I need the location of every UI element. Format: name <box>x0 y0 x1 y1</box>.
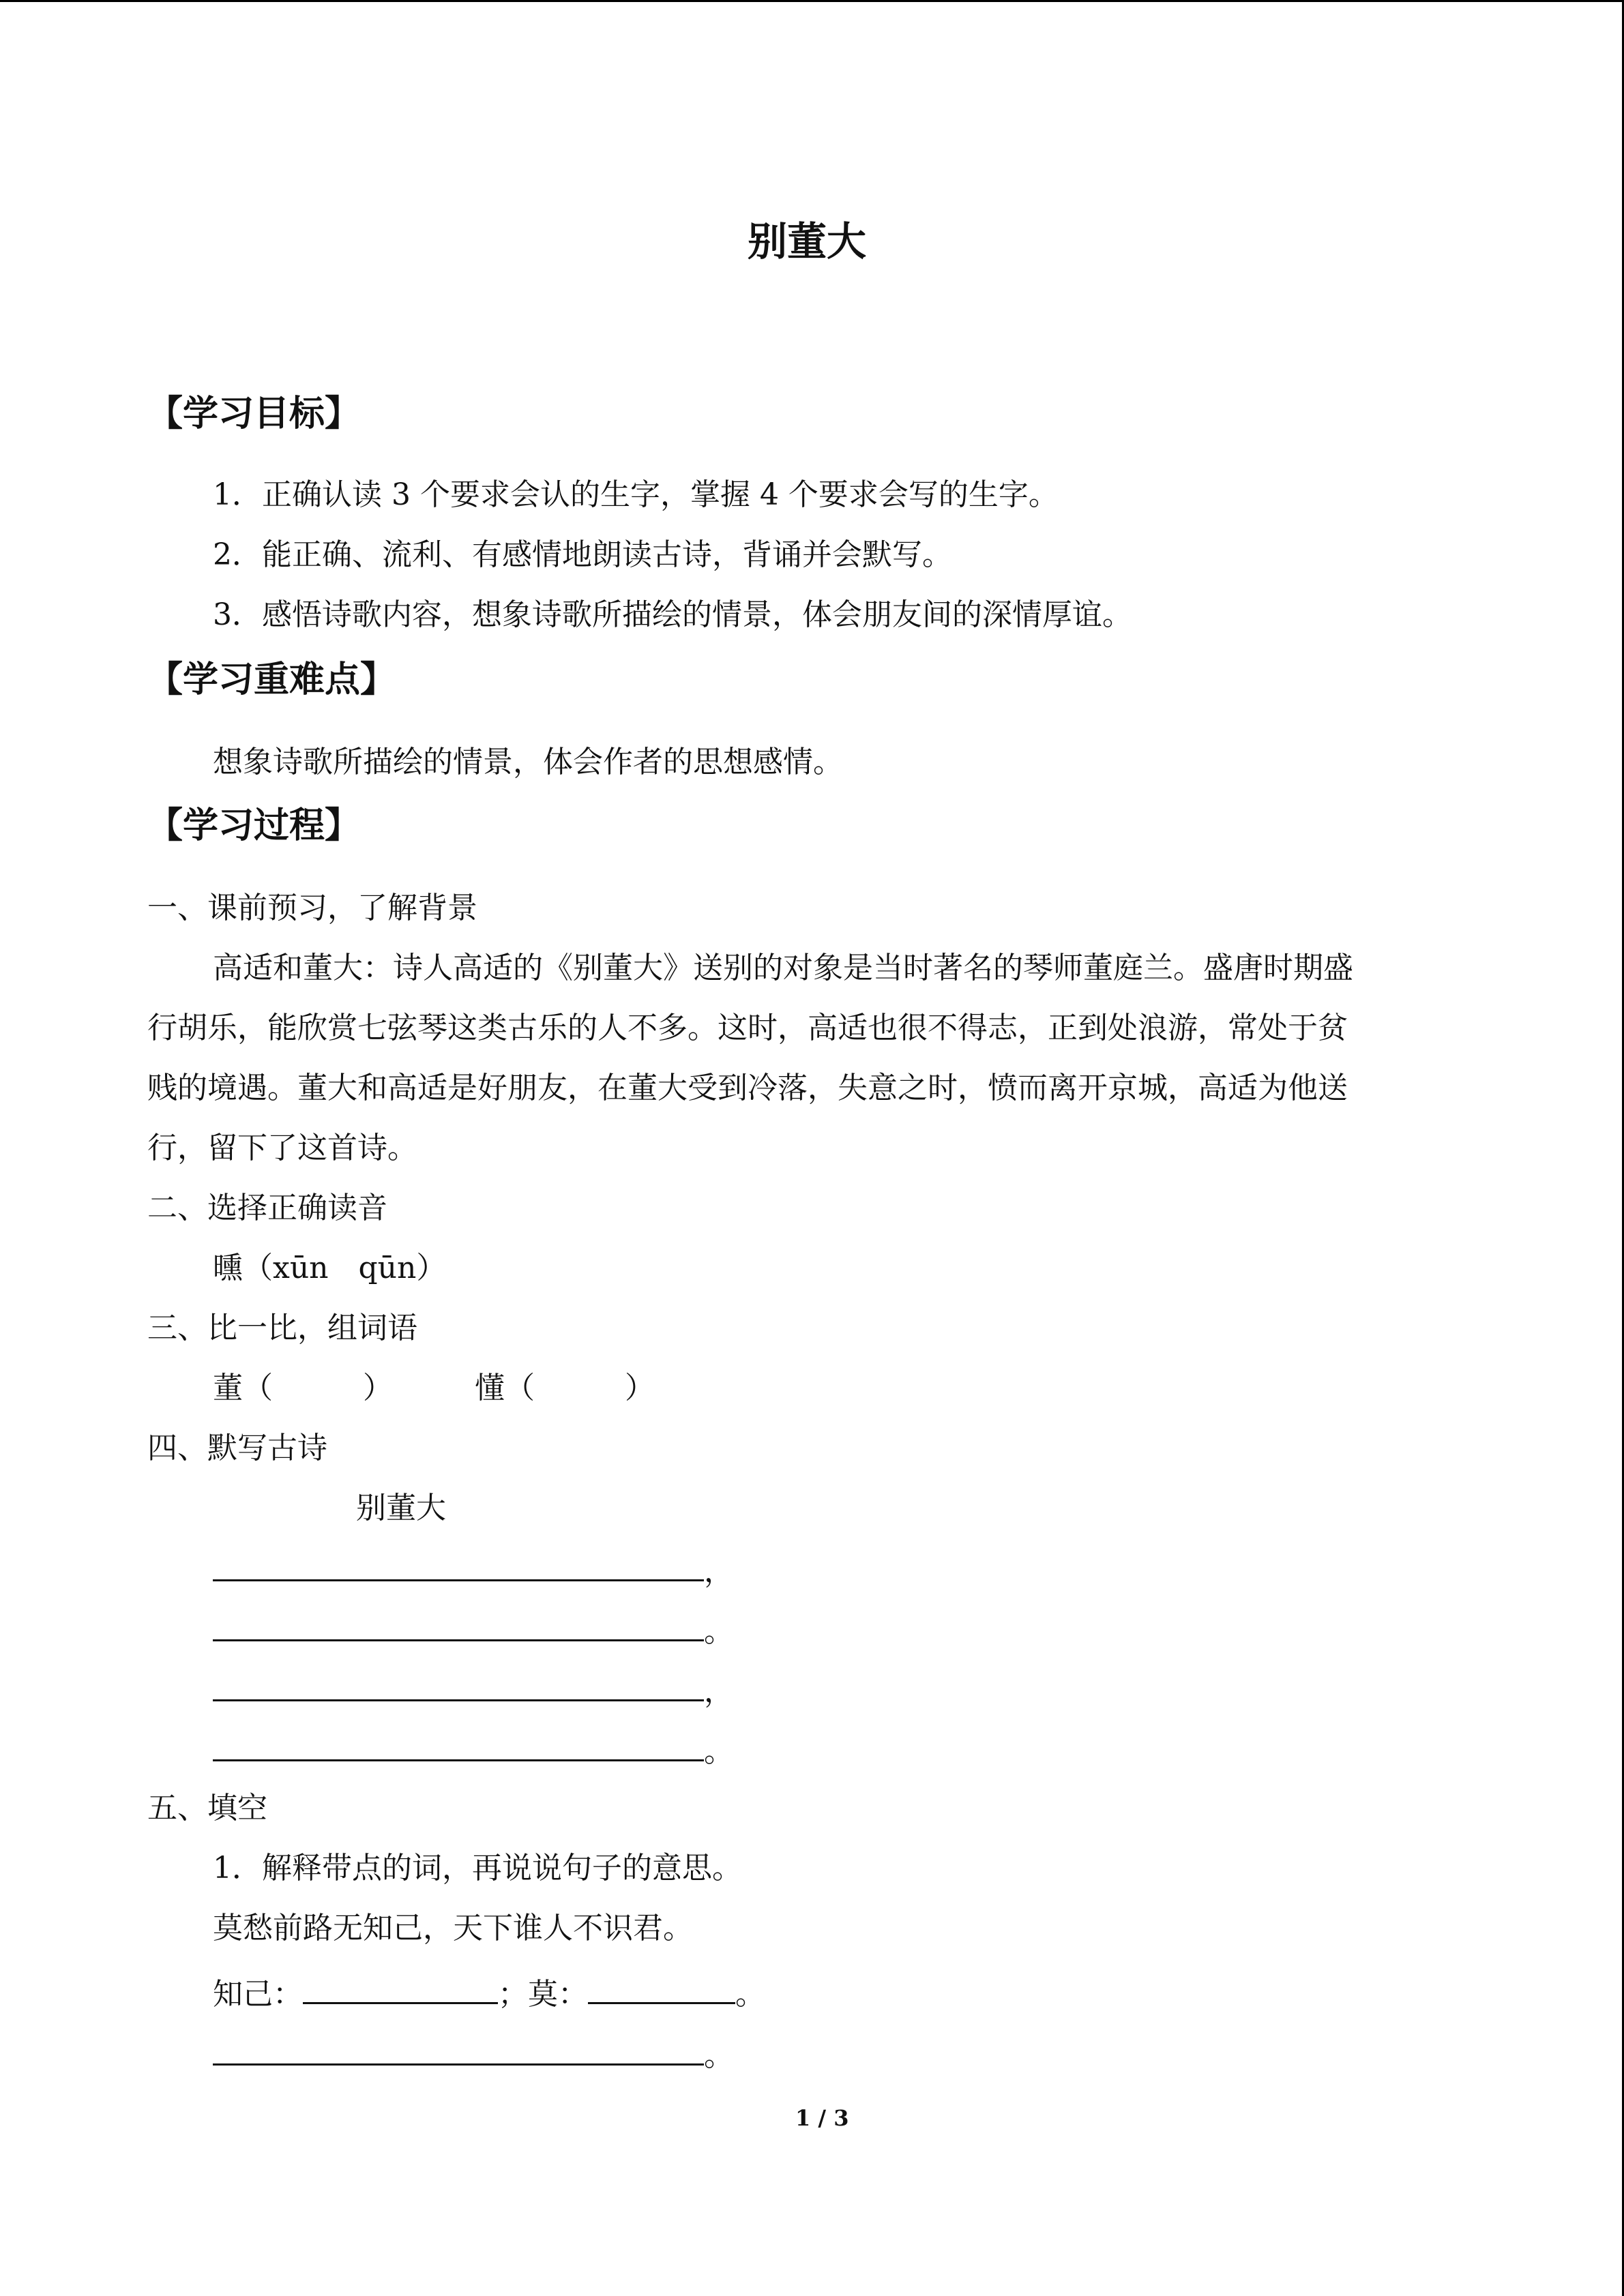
label-mo: 莫： <box>528 1977 588 2012</box>
goal-item: 2．能正确、流利、有感情地朗读古诗，背诵并会默写。 <box>213 537 952 572</box>
answer-blank[interactable] <box>213 1548 704 1581</box>
background-line: 行，留下了这首诗。 <box>147 1131 417 1165</box>
process-heading: 【学习过程】 <box>147 805 361 846</box>
poem-line <box>213 1728 734 1772</box>
punctuation: 。 <box>704 1734 734 1769</box>
answer-blank[interactable] <box>213 2032 704 2066</box>
part5-title: 五、填空 <box>147 1791 267 1825</box>
part2-title: 二、选择正确读音 <box>147 1191 387 1225</box>
answer-blank[interactable] <box>213 1608 704 1641</box>
answer-blank[interactable] <box>213 1668 704 1701</box>
part4-title: 四、默写古诗 <box>147 1431 327 1465</box>
pronunciation-choice: 曛（xūn qūn） <box>213 1251 447 1285</box>
page-title: 别董大 <box>748 218 867 265</box>
top-border <box>0 0 1624 2</box>
part3-title: 三、比一比，组词语 <box>147 1311 417 1345</box>
punctuation: 。 <box>704 2038 734 2073</box>
background-line: 贱的境遇。董大和高适是好朋友，在董大受到冷落，失意之时，愤而离开京城，高适为他送 <box>147 1071 1348 1105</box>
background-line: 高适和董大：诗人高适的《别董大》送别的对象是当时著名的琴师董庭兰。盛唐时期盛 <box>213 951 1353 985</box>
compare-word-2: 懂（ ） <box>475 1371 655 1405</box>
goal-item: 1．正确认读 3 个要求会认的生字，掌握 4 个要求会写的生字。 <box>213 477 1059 512</box>
goal-item: 3．感悟诗歌内容，想象诗歌所描绘的情景，体会朋友间的深情厚谊。 <box>213 597 1132 632</box>
goals-heading: 【学习目标】 <box>147 393 361 434</box>
separator: ； <box>498 1977 528 2012</box>
fill-row <box>213 1971 765 2015</box>
page-number: 1 / 3 <box>795 2105 849 2131</box>
label-zhiji: 知己： <box>213 1977 303 2012</box>
compare-word-1: 董（ ） <box>213 1371 393 1405</box>
meaning-line <box>213 2032 734 2076</box>
poem-line <box>213 1608 734 1652</box>
punctuation: 。 <box>735 1977 765 2012</box>
background-line: 行胡乐，能欣赏七弦琴这类古乐的人不多。这时，高适也很不得志，正到处浪游，常处于贫 <box>147 1011 1348 1045</box>
key-points-heading: 【学习重难点】 <box>147 659 396 700</box>
punctuation: 。 <box>704 1614 734 1649</box>
punctuation: ， <box>704 1674 734 1709</box>
poem-sentence: 莫愁前路无知己，天下谁人不识君。 <box>213 1911 693 1945</box>
punctuation: ， <box>704 1554 734 1589</box>
answer-blank[interactable] <box>588 1971 735 2004</box>
answer-blank[interactable] <box>303 1971 498 2004</box>
key-points-text: 想象诗歌所描绘的情景，体会作者的思想感情。 <box>213 745 843 779</box>
poem-title: 别董大 <box>356 1491 446 1525</box>
poem-line <box>213 1548 734 1592</box>
question-1: 1．解释带点的词，再说说句子的意思。 <box>213 1851 742 1885</box>
answer-blank[interactable] <box>213 1728 704 1761</box>
part1-title: 一、课前预习，了解背景 <box>147 891 477 925</box>
poem-line <box>213 1668 734 1712</box>
